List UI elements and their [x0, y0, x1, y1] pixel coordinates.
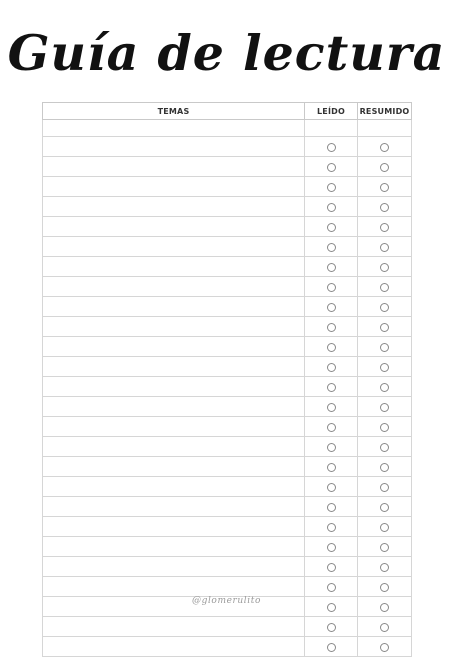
summarized-cell: [358, 377, 412, 397]
read-cell: [305, 517, 358, 537]
read-checkbox[interactable]: [327, 143, 336, 152]
read-checkbox[interactable]: [327, 443, 336, 452]
read-checkbox[interactable]: [327, 283, 336, 292]
read-cell: [305, 317, 358, 337]
table-row: [43, 457, 412, 477]
topic-cell[interactable]: [43, 317, 305, 337]
read-checkbox[interactable]: [327, 423, 336, 432]
topic-cell[interactable]: [43, 257, 305, 277]
read-cell: [305, 177, 358, 197]
read-cell: [305, 377, 358, 397]
read-cell: [305, 217, 358, 237]
table-row: [43, 337, 412, 357]
table-row: [43, 237, 412, 257]
summarized-cell: [358, 177, 412, 197]
read-cell: [305, 237, 358, 257]
summarized-cell: [358, 120, 412, 137]
topic-cell[interactable]: [43, 577, 305, 597]
table-row: [43, 217, 412, 237]
read-checkbox[interactable]: [327, 523, 336, 532]
summarized-checkbox[interactable]: [380, 403, 389, 412]
summarized-checkbox[interactable]: [380, 383, 389, 392]
topic-cell[interactable]: [43, 177, 305, 197]
topic-cell[interactable]: [43, 337, 305, 357]
table-row: [43, 120, 412, 137]
read-checkbox[interactable]: [327, 383, 336, 392]
read-checkbox[interactable]: [327, 363, 336, 372]
summarized-cell: [358, 437, 412, 457]
read-cell: [305, 477, 358, 497]
read-cell: [305, 297, 358, 317]
topic-cell[interactable]: [43, 417, 305, 437]
summarized-checkbox[interactable]: [380, 443, 389, 452]
summarized-cell: [358, 157, 412, 177]
summarized-cell: [358, 517, 412, 537]
summarized-cell: [358, 357, 412, 377]
topic-cell[interactable]: [43, 237, 305, 257]
summarized-cell: [358, 337, 412, 357]
read-checkbox[interactable]: [327, 163, 336, 172]
table-row: [43, 357, 412, 377]
summarized-checkbox[interactable]: [380, 163, 389, 172]
summarized-cell: [358, 397, 412, 417]
read-checkbox[interactable]: [327, 583, 336, 592]
summarized-checkbox[interactable]: [380, 583, 389, 592]
summarized-checkbox[interactable]: [380, 263, 389, 272]
read-checkbox[interactable]: [327, 223, 336, 232]
read-checkbox[interactable]: [327, 263, 336, 272]
read-checkbox[interactable]: [327, 403, 336, 412]
summarized-checkbox[interactable]: [380, 543, 389, 552]
summarized-cell: [358, 217, 412, 237]
table-row: [43, 417, 412, 437]
topic-cell[interactable]: [43, 377, 305, 397]
read-cell: [305, 157, 358, 177]
read-cell: [305, 577, 358, 597]
topic-cell[interactable]: [43, 217, 305, 237]
summarized-cell: [358, 297, 412, 317]
summarized-cell: [358, 197, 412, 217]
table-row: [43, 177, 412, 197]
summarized-cell: [358, 557, 412, 577]
table-row: [43, 517, 412, 537]
read-checkbox[interactable]: [327, 643, 336, 652]
read-checkbox[interactable]: [327, 503, 336, 512]
column-header-summarized: RESUMIDO: [358, 103, 412, 120]
topic-cell[interactable]: [43, 497, 305, 517]
read-cell: [305, 197, 358, 217]
table-row: [43, 277, 412, 297]
table-row: [43, 537, 412, 557]
summarized-checkbox[interactable]: [380, 363, 389, 372]
summarized-cell: [358, 457, 412, 477]
table-row: [43, 497, 412, 517]
read-cell: [305, 357, 358, 377]
column-header-topics: TEMAS: [43, 103, 305, 120]
table-row: [43, 397, 412, 417]
reading-tracker-table: [42, 102, 412, 657]
read-cell: [305, 277, 358, 297]
table-row: [43, 157, 412, 177]
table-row: [43, 297, 412, 317]
table-row: [43, 437, 412, 457]
topic-cell[interactable]: [43, 157, 305, 177]
author-credit: @glomerulito: [191, 596, 261, 606]
table-body: [43, 120, 412, 657]
summarized-checkbox[interactable]: [380, 623, 389, 632]
read-checkbox[interactable]: [327, 303, 336, 312]
summarized-checkbox[interactable]: [380, 523, 389, 532]
summarized-cell: [358, 257, 412, 277]
read-cell: [305, 417, 358, 437]
topic-cell[interactable]: [43, 617, 305, 637]
read-checkbox[interactable]: [327, 623, 336, 632]
read-cell: [305, 337, 358, 357]
read-checkbox[interactable]: [327, 543, 336, 552]
summarized-checkbox[interactable]: [380, 243, 389, 252]
read-checkbox[interactable]: [327, 203, 336, 212]
read-cell: [305, 457, 358, 477]
summarized-checkbox[interactable]: [380, 423, 389, 432]
read-cell: [305, 557, 358, 577]
read-cell: [305, 537, 358, 557]
summarized-checkbox[interactable]: [380, 563, 389, 572]
topic-cell[interactable]: [43, 277, 305, 297]
summarized-checkbox[interactable]: [380, 223, 389, 232]
summarized-cell: [358, 317, 412, 337]
page-title: Guía de lectura: [7, 24, 446, 82]
table-row: [43, 477, 412, 497]
summarized-checkbox[interactable]: [380, 323, 389, 332]
summarized-cell: [358, 477, 412, 497]
topic-cell[interactable]: [43, 197, 305, 217]
summarized-cell: [358, 537, 412, 557]
read-checkbox[interactable]: [327, 563, 336, 572]
read-cell: [305, 437, 358, 457]
topic-cell[interactable]: [43, 357, 305, 377]
summarized-checkbox[interactable]: [380, 463, 389, 472]
summarized-checkbox[interactable]: [380, 343, 389, 352]
read-checkbox[interactable]: [327, 323, 336, 332]
read-cell: [305, 257, 358, 277]
read-checkbox[interactable]: [327, 343, 336, 352]
read-cell: [305, 120, 358, 137]
summarized-cell: [358, 277, 412, 297]
read-checkbox[interactable]: [327, 243, 336, 252]
read-checkbox[interactable]: [327, 183, 336, 192]
read-cell: [305, 137, 358, 157]
table-row: [43, 577, 412, 597]
summarized-cell: [358, 577, 412, 597]
topic-cell[interactable]: [43, 397, 305, 417]
read-cell: [305, 617, 358, 637]
table-row: [43, 617, 412, 637]
topic-cell[interactable]: [43, 437, 305, 457]
topic-cell[interactable]: [43, 120, 305, 137]
topic-cell[interactable]: [43, 557, 305, 577]
summarized-cell: [358, 137, 412, 157]
topic-cell[interactable]: [43, 517, 305, 537]
read-cell: [305, 497, 358, 517]
summarized-cell: [358, 617, 412, 637]
topic-cell[interactable]: [43, 537, 305, 557]
table-row: [43, 257, 412, 277]
topic-cell[interactable]: [43, 137, 305, 157]
summarized-cell: [358, 497, 412, 517]
topic-cell[interactable]: [43, 477, 305, 497]
summarized-checkbox[interactable]: [380, 503, 389, 512]
summarized-cell: [358, 237, 412, 257]
read-cell: [305, 397, 358, 417]
summarized-checkbox[interactable]: [380, 643, 389, 652]
table-row: [43, 557, 412, 577]
table-row: [43, 137, 412, 157]
header-row: [43, 103, 412, 120]
table-row: [43, 197, 412, 217]
table-row: [43, 317, 412, 337]
summarized-checkbox[interactable]: [380, 303, 389, 312]
topic-cell[interactable]: [43, 457, 305, 477]
read-checkbox[interactable]: [327, 463, 336, 472]
summarized-checkbox[interactable]: [380, 203, 389, 212]
summarized-cell: [358, 417, 412, 437]
summarized-checkbox[interactable]: [380, 183, 389, 192]
summarized-checkbox[interactable]: [380, 483, 389, 492]
summarized-checkbox[interactable]: [380, 143, 389, 152]
read-checkbox[interactable]: [327, 483, 336, 492]
topic-cell[interactable]: [43, 297, 305, 317]
table-row: [43, 377, 412, 397]
summarized-checkbox[interactable]: [380, 283, 389, 292]
column-header-read: LEÍDO: [305, 103, 358, 120]
